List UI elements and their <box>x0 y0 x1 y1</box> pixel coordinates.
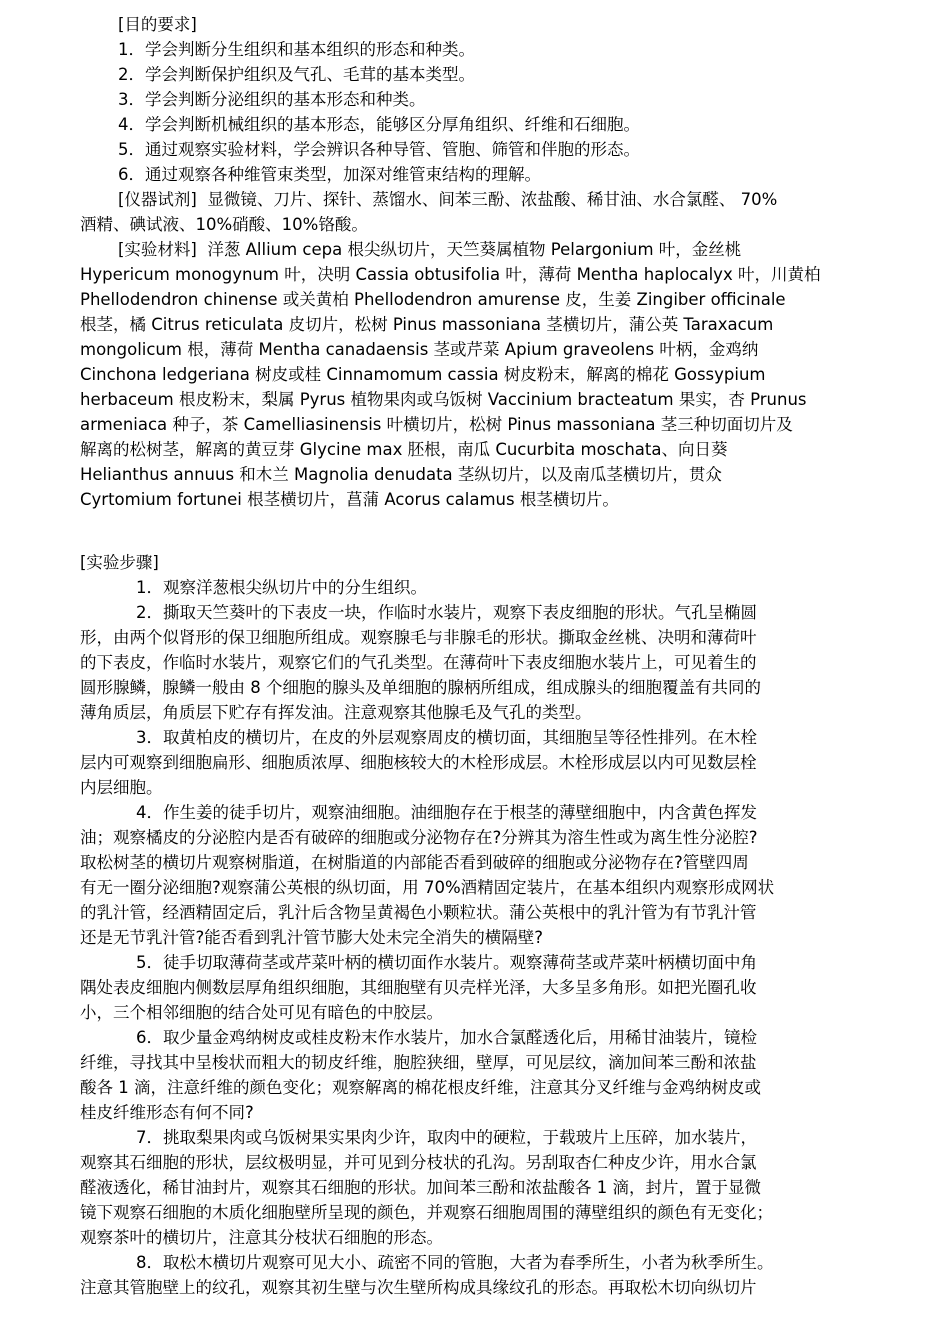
step-line: 4．作生姜的徒手切片，观察油细胞。油细胞存在于根茎的薄壁细胞中，内含黄色挥发 <box>136 803 757 822</box>
objectives-section <box>80 12 880 187</box>
step-line: 注意其管胞壁上的纹孔，观察其初生壁与次生壁所构成具缘纹孔的形态。再取松木切向纵切片 <box>80 1278 757 1297</box>
step-line: 观察茶叶的横切片，注意其分枝状石细胞的形态。 <box>80 1228 443 1247</box>
step-line: 6．取少量金鸡纳树皮或桂皮粉末作水装片，加水合氯醛透化后，用稀甘油装片，镜检 <box>136 1028 757 1047</box>
step-line: 7．挑取梨果肉或乌饭树果实果肉少许，取肉中的硬粒，于载玻片上压碎，加水装片， <box>136 1128 757 1147</box>
paragraph-line: [仪器试剂] 显微镜、刀片、探针、蒸馏水、间苯三酚、浓盐酸、稀甘油、水合氯醛、 70% <box>118 190 778 209</box>
paragraph-line: 根茎，橘 Citrus reticulata 皮切片，松树 Pinus massoniana 茎横切片，蒲公英 Taraxacum <box>80 315 774 334</box>
step-line: 酸各 1 滴，注意纤维的颜色变化；观察解离的棉花根皮纤维，注意其分叉纤维与金鸡纳树皮或 <box>80 1078 761 1097</box>
step-line: 小，三个相邻细胞的结合处可见有暗色的中胶层。 <box>80 1003 443 1022</box>
paragraph-line: mongolicum 根，薄荷 Mentha canadaensis 茎或芹菜 Apium graveolens 叶柄，金鸡纳 <box>80 340 759 359</box>
step-line: 2．撕取天竺葵叶的下表皮一块，作临时水装片，观察下表皮细胞的形状。气孔呈椭圆 <box>136 603 757 622</box>
steps-body <box>80 575 880 1300</box>
step-line: 观察其石细胞的形状，层纹极明显，并可见到分枝状的孔沟。另刮取杏仁种皮少许，用水合氯 <box>80 1153 757 1172</box>
objective-item: 2．学会判断保护组织及气孔、毛茸的基本类型。 <box>118 65 475 84</box>
step-line: 还是无节乳汁管?能否看到乳汁管节膨大处未完全消失的横隔壁? <box>80 928 544 947</box>
step-line: 醛液透化，稀甘油封片，观察其石细胞的形状。加间苯三酚和浓盐酸各 1 滴，封片，置于显微 <box>80 1178 761 1197</box>
paragraph-line: Phellodendron chinense 或关黄柏 Phellodendron amurense 皮，生姜 Zingiber officinale <box>80 290 786 309</box>
paragraph-line: 解离的松树茎，解离的黄豆芽 Glycine max 胚根，南瓜 Cucurbita moschata、向日葵 <box>80 440 728 459</box>
paragraph-line: armeniaca 种子，茶 Camelliasinensis 叶横切片，松树 Pinus massoniana 茎三种切面切片及 <box>80 415 793 434</box>
step-line: 油；观察橘皮的分泌腔内是否有破碎的细胞或分泌物存在?分辨其为溶生性或为离生性分泌腔? <box>80 828 758 847</box>
step-line: 的下表皮，作临时水装片，观察它们的气孔类型。在薄荷叶下表皮细胞水装片上，可见着生的 <box>80 653 757 672</box>
step-line: 桂皮纤维形态有何不同? <box>80 1103 254 1122</box>
step-line: 8．取松木横切片观察可见大小、疏密不同的管胞，大者为春季所生，小者为秋季所生。 <box>136 1253 774 1272</box>
objective-item: 3．学会判断分泌组织的基本形态和种类。 <box>118 90 426 109</box>
step-line: 5．徒手切取薄荷茎或芹菜叶柄的横切面作水装片。观察薄荷茎或芹菜叶柄横切面中角 <box>136 953 757 972</box>
step-line: 的乳汁管，经酒精固定后，乳汁后含物呈黄褐色小颗粒状。蒲公英根中的乳汁管为有节乳汁管 <box>80 903 757 922</box>
instruments-section <box>80 187 880 237</box>
document-page <box>80 12 880 1300</box>
objective-item: 1．学会判断分生组织和基本组织的形态和种类。 <box>118 40 475 59</box>
step-line: 纤维，寻找其中呈梭状而粗大的韧皮纤维，胞腔狭细，壁厚，可见层纹，滴加间苯三酚和浓盐 <box>80 1053 757 1072</box>
objective-item: 4．学会判断机械组织的基本形态，能够区分厚角组织、纤维和石细胞。 <box>118 115 640 134</box>
section-spacer <box>80 512 880 550</box>
materials-section <box>80 237 880 512</box>
section-heading: [实验步骤] <box>80 553 159 572</box>
step-line: 薄角质层，角质层下贮存有挥发油。注意观察其他腺毛及气孔的类型。 <box>80 703 592 722</box>
paragraph-line: Hypericum monogynum 叶，决明 Cassia obtusifolia 叶，薄荷 Mentha haplocalyx 叶，川黄柏 <box>80 265 821 284</box>
objective-item: 5．通过观察实验材料，学会辨识各种导管、管胞、筛管和伴胞的形态。 <box>118 140 640 159</box>
step-line: 3．取黄柏皮的横切片，在皮的外层观察周皮的横切面，其细胞呈等径性排列。在木栓 <box>136 728 757 747</box>
step-line: 取松树茎的横切片观察树脂道，在树脂道的内部能否看到破碎的细胞或分泌物存在?管壁四周 <box>80 853 749 872</box>
paragraph-line: Cinchona ledgeriana 树皮或桂 Cinnamomum cassia 树皮粉末，解离的棉花 Gossypium <box>80 365 766 384</box>
paragraph-line: herbaceum 根皮粉末，梨属 Pyrus 植物果肉或乌饭树 Vaccinium bracteatum 果实，杏 Prunus <box>80 390 807 409</box>
paragraph-line: [实验材料] 洋葱 Allium cepa 根尖纵切片，天竺葵属植物 Pelargonium 叶，金丝桃 <box>118 240 742 259</box>
objective-item: 6．通过观察各种维管束类型，加深对维管束结构的理解。 <box>118 165 541 184</box>
step-line: 1．观察洋葱根尖纵切片中的分生组织。 <box>136 578 427 597</box>
step-line: 内层细胞。 <box>80 778 163 797</box>
step-line: 隅处表皮细胞内侧数层厚角组织细胞，其细胞壁有贝壳样光泽，大多呈多角形。如把光圈孔收 <box>80 978 757 997</box>
steps-section <box>80 550 880 1300</box>
step-line: 镜下观察石细胞的木质化细胞壁所呈现的颜色，并观察石细胞周围的薄壁组织的颜色有无变化； <box>80 1203 773 1222</box>
step-line: 圆形腺鳞，腺鳞一般由 8 个细胞的腺头及单细胞的腺柄所组成，组成腺头的细胞覆盖有共同的 <box>80 678 761 697</box>
paragraph-line: Helianthus annuus 和木兰 Magnolia denudata 茎纵切片，以及南瓜茎横切片，贯众 <box>80 465 722 484</box>
section-heading: [目的要求] <box>118 15 197 34</box>
step-line: 有无一圈分泌细胞?观察蒲公英根的纵切面，用 70%酒精固定装片，在基本组织内观察形成网状 <box>80 878 775 897</box>
step-line: 形，由两个似肾形的保卫细胞所组成。观察腺毛与非腺毛的形状。撕取金丝桃、决明和薄荷叶 <box>80 628 757 647</box>
step-line: 层内可观察到细胞扁形、细胞质浓厚、细胞核较大的木栓形成层。木栓形成层以内可见数层栓 <box>80 753 757 772</box>
paragraph-line: 酒精、碘试液、10%硝酸、10%铬酸。 <box>80 215 368 234</box>
paragraph-line: Cyrtomium fortunei 根茎横切片，菖蒲 Acorus calamus 根茎横切片。 <box>80 490 619 509</box>
